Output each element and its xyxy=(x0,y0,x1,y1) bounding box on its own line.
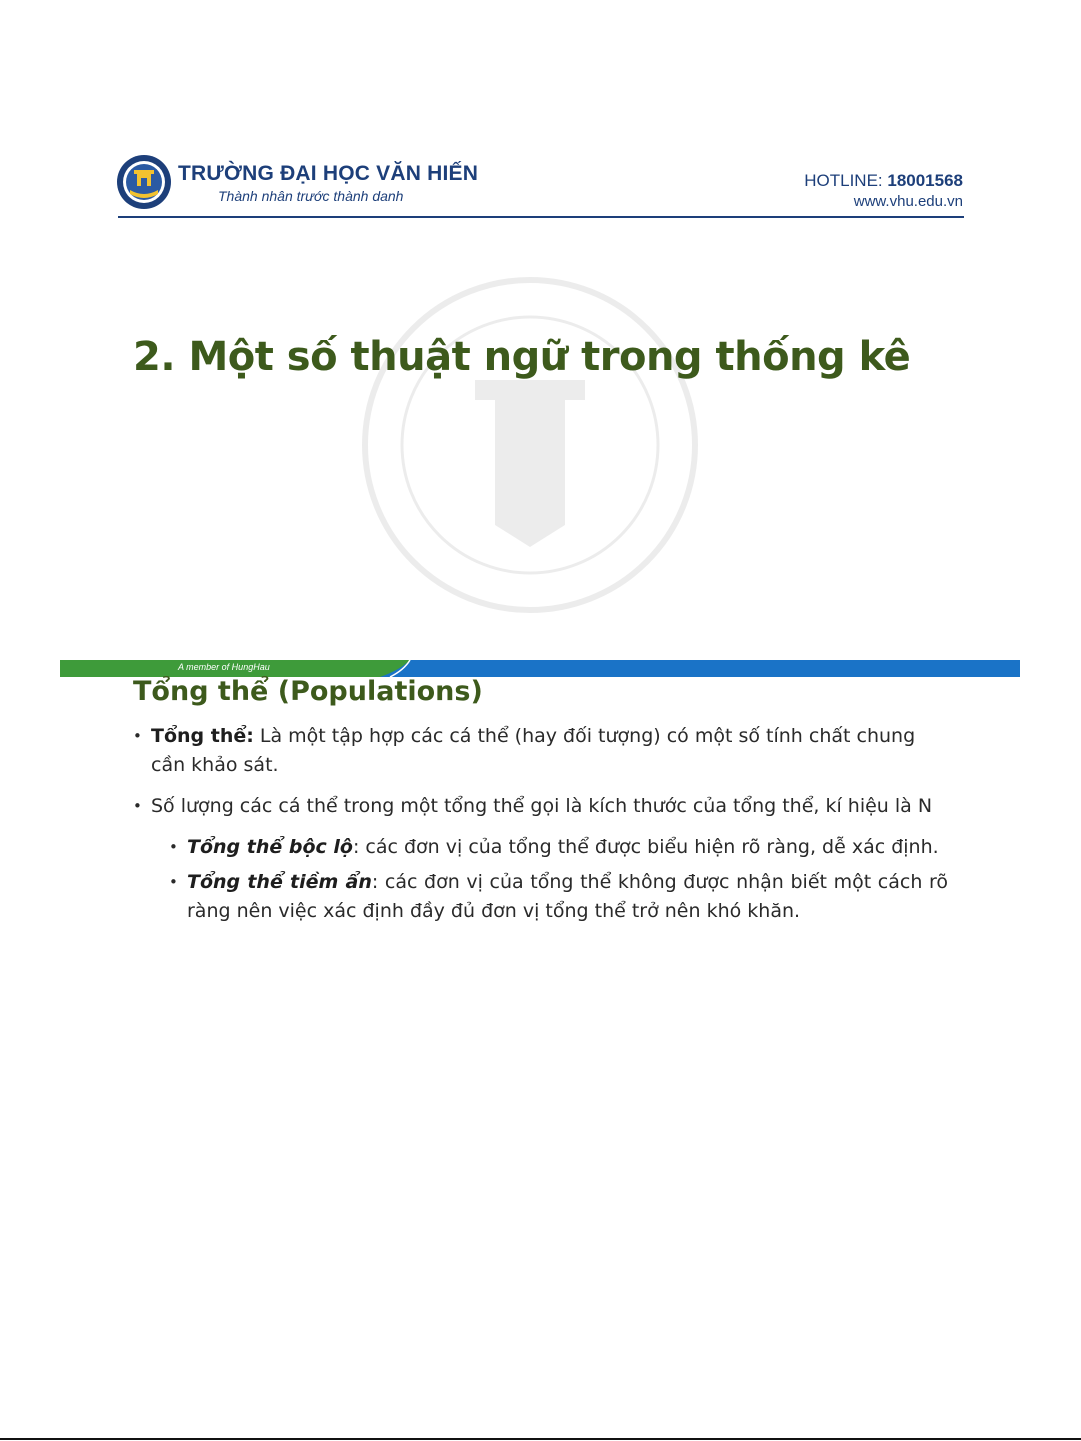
sub-bullet-text: : các đơn vị của tổng thể không được nhận biết một cách rõ ràng nên việc xác định đầy đủ đơn vị tổng thể trở nên khó khăn. xyxy=(187,871,949,922)
watermark-seal-icon xyxy=(360,275,700,615)
bullet-list xyxy=(133,722,948,932)
bullet-text: Số lượng các cá thể trong một tổng thể gọi là kích thước của tổng thể, kí hiệu là N xyxy=(151,795,933,817)
sub-bullet-item xyxy=(169,868,948,926)
slide-title: 2. Một số thuật ngữ trong thống kê xyxy=(133,334,911,380)
hotline-number: 18001568 xyxy=(887,171,963,190)
university-slogan: Thành nhân trước thành danh xyxy=(218,188,404,204)
hotline xyxy=(804,171,963,191)
sub-bullet-text: : các đơn vị của tổng thể được biểu hiện rõ ràng, dễ xác định. xyxy=(352,836,939,858)
hotline-label: HOTLINE: xyxy=(804,171,888,190)
page-bottom-border xyxy=(0,1438,1081,1440)
bullet-item xyxy=(133,792,948,821)
sub-bullet-term: Tổng thể tiềm ẩn xyxy=(187,871,372,893)
bullet-dot: • xyxy=(169,873,178,891)
bullet-dot: • xyxy=(133,727,142,745)
bullet-term: Tổng thể: xyxy=(151,725,254,747)
university-name: TRƯỜNG ĐẠI HỌC VĂN HIẾN xyxy=(178,162,479,185)
university-seal-icon xyxy=(116,154,172,210)
bullet-item xyxy=(133,722,948,780)
banner-text: A member of HungHau xyxy=(178,662,270,672)
sub-bullet-term: Tổng thể bộc lộ xyxy=(187,836,353,858)
bullet-dot: • xyxy=(133,797,142,815)
bullet-dot: • xyxy=(169,838,178,856)
header-divider xyxy=(118,216,964,218)
section-title: Tổng thể (Populations) xyxy=(133,676,483,707)
bullet-text: Là một tập hợp các cá thể (hay đối tượng) có một số tính chất chung cần khảo sát. xyxy=(151,725,916,776)
sub-bullet-item xyxy=(169,833,948,862)
website-link[interactable]: www.vhu.edu.vn xyxy=(853,193,963,210)
